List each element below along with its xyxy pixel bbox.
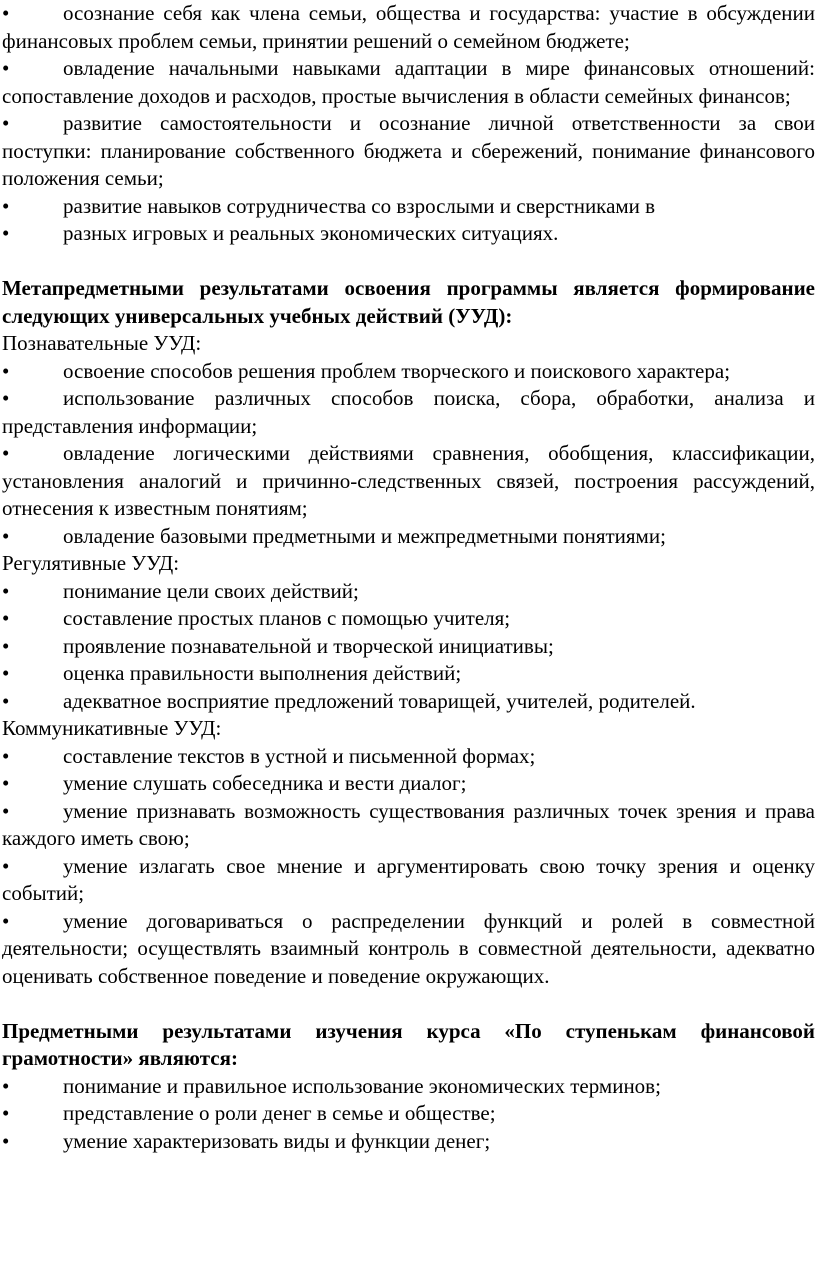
regulative-uud-list (2, 578, 815, 716)
list-item (2, 220, 815, 248)
bullet-icon: • (2, 221, 10, 245)
bullet-icon: • (2, 578, 10, 603)
paragraph-gap (2, 248, 815, 276)
cognitive-uud-label: Познавательные УУД: (2, 331, 202, 355)
list-item-text: проявление познавательной и творческой инициативы; (63, 633, 554, 658)
list-item-text: использование различных способов поиска, сбора, обработки, анализа и представления информации; (2, 386, 815, 438)
bullet-icon: • (2, 386, 10, 410)
bullet-icon: • (2, 441, 10, 465)
list-item (2, 358, 815, 386)
list-item (2, 523, 815, 551)
list-item (2, 605, 815, 633)
list-item-text: освоение способов решения проблем творческого и поискового характера; (63, 358, 731, 383)
list-item-text: умение слушать собеседника и вести диалог; (63, 771, 467, 795)
bullet-icon: • (2, 1101, 10, 1125)
bullet-icon: • (2, 111, 10, 135)
list-item-text: умение характеризовать виды и функции денег; (63, 1128, 491, 1153)
list-item (2, 908, 815, 991)
communicative-uud-label: Коммуникативные УУД: (2, 716, 222, 740)
paragraph-gap (2, 990, 815, 1018)
subject-results-list (2, 1073, 815, 1156)
list-item (2, 1128, 815, 1156)
bullet-icon: • (2, 193, 10, 218)
list-item-text: представление о роли денег в семье и обществе; (63, 1101, 496, 1125)
meta-results-heading: Метапредметными результатами освоения программы является формирование следующих универсальных учебных действий (УУД): (2, 276, 815, 328)
list-item (2, 110, 815, 193)
communicative-uud-list (2, 743, 815, 991)
list-item (2, 770, 815, 798)
list-item-text: оценка правильности выполнения действий; (63, 661, 462, 685)
bullet-icon: • (2, 1128, 10, 1153)
list-item-text: осознание себя как члена семьи, общества и государства: участие в обсуждении финансовых проблем семьи, принятии решений о семейном бюджете; (2, 1, 815, 53)
list-item (2, 1073, 815, 1101)
bullet-icon: • (2, 688, 10, 713)
list-item-text: овладение начальными навыками адаптации в мире финансовых отношений: сопоставление доходов и расходов, простые вычисления в области семейных финансов; (2, 56, 815, 108)
personal-results-list (2, 0, 815, 248)
list-item-text: составление простых планов с помощью учителя; (63, 606, 511, 630)
list-item-text: понимание и правильное использование экономических терминов; (63, 1073, 661, 1098)
bullet-icon: • (2, 523, 10, 548)
regulative-uud-label: Регулятивные УУД: (2, 551, 180, 575)
subject-results-heading: Предметными результатами изучения курса «По ступенькам финансовой грамотности» являются: (2, 1018, 815, 1070)
list-item (2, 55, 815, 110)
list-item-text: овладение логическими действиями сравнения, обобщения, классификации, установления аналогий и причинно-следственных связей, построения рассуждений, отнесения к известным понятиям; (2, 441, 815, 520)
list-item-text: составление текстов в устной и письменной формах; (63, 743, 536, 768)
bullet-icon: • (2, 1073, 10, 1098)
list-item (2, 633, 815, 661)
bullet-icon: • (2, 908, 10, 933)
list-item (2, 440, 815, 523)
list-item (2, 385, 815, 440)
list-item (2, 743, 815, 771)
cognitive-uud-list (2, 358, 815, 551)
list-item (2, 688, 815, 716)
list-item (2, 1100, 815, 1128)
list-item-text: умение договариваться о распределении функций и ролей в совместной деятельности; осуществлять взаимный контроль в совместной деятельности, адекватно оценивать собственное поведение и поведение окружающих. (2, 908, 815, 988)
list-item-text: понимание цели своих действий; (63, 578, 359, 603)
list-item (2, 0, 815, 55)
list-item (2, 853, 815, 908)
bullet-icon: • (2, 743, 10, 768)
list-item-text: развитие самостоятельности и осознание личной ответственности за свои поступки: планирование собственного бюджета и сбережений, понимание финансового положения семьи; (2, 111, 815, 190)
list-item-text: адекватное восприятие предложений товарищей, учителей, родителей. (63, 688, 696, 713)
bullet-icon: • (2, 56, 10, 80)
bullet-icon: • (2, 1, 10, 25)
bullet-icon: • (2, 358, 10, 383)
bullet-icon: • (2, 633, 10, 658)
bullet-icon: • (2, 771, 10, 795)
list-item-text: разных игровых и реальных экономических ситуациях. (63, 221, 559, 245)
list-item (2, 660, 815, 688)
list-item-text: умение признавать возможность существования различных точек зрения и права каждого иметь свою; (2, 798, 815, 850)
list-item-text: развитие навыков сотрудничества со взрослыми и сверстниками в (63, 193, 656, 218)
list-item-text: овладение базовыми предметными и межпредметными понятиями; (63, 523, 666, 548)
list-item-text: умение излагать свое мнение и аргументировать свою точку зрения и оценку событий; (2, 853, 815, 905)
list-item (2, 798, 815, 853)
bullet-icon: • (2, 606, 10, 630)
list-item (2, 578, 815, 606)
list-item (2, 193, 815, 221)
bullet-icon: • (2, 853, 10, 878)
bullet-icon: • (2, 661, 10, 685)
bullet-icon: • (2, 798, 10, 823)
